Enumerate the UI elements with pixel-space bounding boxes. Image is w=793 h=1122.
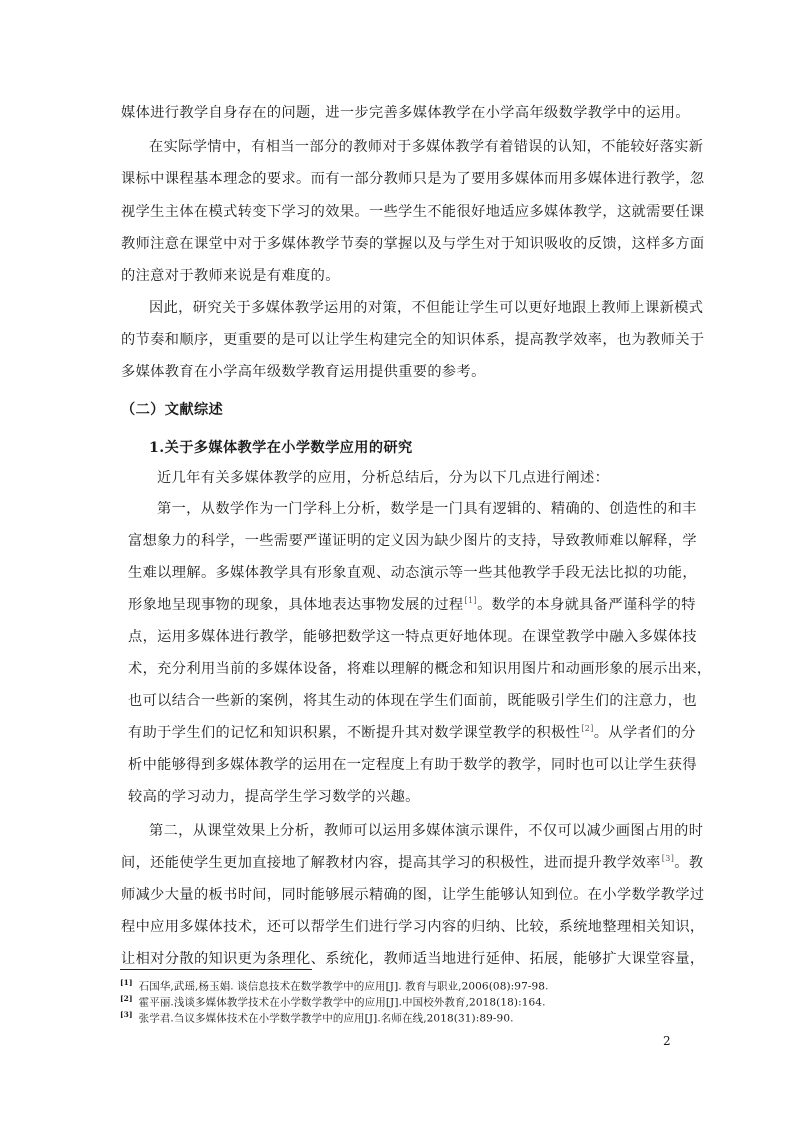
- text-line: [128, 594, 696, 614]
- footnote-mark: [2]: [120, 994, 133, 1003]
- text-line: 富想象力的科学，一些需要严谨证明的定义因为缺少图片的支持，导致教师难以解释，学: [128, 533, 697, 549]
- text-line: 视学生主体在模式转变下学习的效果。一些学生不能很好地适应多媒体教学，这就需要任课: [121, 204, 705, 220]
- text-line: 师减少大量的板书时间，同时能够展示精确的图，让学生能够认知到位。在小学数学教学过: [121, 887, 705, 903]
- text-line: 的节奏和顺序，更重要的是可以让学生构建完全的知识体系，提高教学效率，也为教师关于: [121, 332, 705, 348]
- text-segment: 。教: [674, 855, 704, 871]
- text-line: 点，运用多媒体进行教学，能够把数学这一特点更好地体现。在课堂教学中融入多媒体技: [128, 629, 697, 645]
- text-segment: 有助于学生们的记忆和知识积累，不断提升其对数学课堂教学的积极性: [128, 725, 581, 741]
- text-line: 多媒体教育在小学高年级数学教育运用提供重要的参考。: [121, 364, 486, 380]
- citation-3[interactable]: [3]: [661, 854, 675, 864]
- text-line: 生难以理解。多媒体教学具有形象直观、动态演示等一些其他教学手段无法比拟的功能，: [128, 565, 697, 581]
- text-line: [121, 852, 703, 872]
- text-line: 析中能够得到多媒体教学的运用在一定程度上有助于数学的教学，同时也可以让学生获得: [128, 757, 697, 773]
- footnote-mark: [3]: [120, 1010, 133, 1019]
- footnote-text: 张学君.刍议多媒体技术在小学数学教学中的应用[J].名师在线,2018(31):89-90.: [138, 1012, 514, 1025]
- footnote-1: [120, 978, 549, 994]
- subsection-heading-text: 1.关于多媒体教学在小学数学应用的研究: [149, 440, 413, 456]
- footnote-text: 霍平丽.浅谈多媒体教学技术在小学数学教学中的应用[J].中国校外教育,2018(18):164.: [138, 996, 546, 1009]
- text-line: 因此，研究关于多媒体教学运用的对策，不但能让学生可以更好地跟上教师上课新模式: [149, 300, 704, 316]
- text-line: 近几年有关多媒体教学的应用，分析总结后，分为以下几点进行阐述：: [157, 470, 610, 486]
- footnote-mark: [1]: [120, 978, 133, 987]
- text-line: 媒体进行教学自身存在的问题，进一步完善多媒体教学在小学高年级数学教学中的运用。: [121, 105, 690, 121]
- page-number: 2: [663, 1034, 671, 1048]
- text-line: 程中应用多媒体技术，还可以帮学生们进行学习内容的归纳、比较，系统地整理相关知识，: [121, 919, 705, 935]
- citation-2[interactable]: [2]: [581, 724, 594, 734]
- text-line: 也可以结合一些新的案例，将其生动的体现在学生们面前，既能吸引学生们的注意力，也: [128, 693, 697, 709]
- text-line: 教师注意在课堂中对于多媒体教学节奏的掌握以及与学生对于知识吸收的反馈，这样多方面: [121, 236, 705, 252]
- text-line: 让相对分散的知识更为条理化、系统化，教师适当地进行延伸、拓展，能够扩大课堂容量，: [121, 951, 705, 967]
- section-heading-text: （二）文献综述: [121, 402, 224, 418]
- text-line: 较高的学习动力，提高学生学习数学的兴趣。: [128, 789, 420, 805]
- footnote-3: [120, 1010, 514, 1026]
- footnote-text: 石国华,武瑶,杨玉娟. 谈信息技术在数学教学中的应用[J]. 教育与职业,2006(08):97-98.: [138, 980, 549, 993]
- text-segment: 。数学的本身就具备严谨科学的特: [477, 597, 696, 613]
- text-line: 的注意对于教师来说是有难度的。: [121, 268, 340, 284]
- text-segment: 。从学者们的分: [593, 725, 696, 741]
- text-segment: 间，还能使学生更加直接地了解教材内容，提高其学习的积极性，进而提升教学效率: [121, 855, 661, 871]
- text-line: 在实际学情中，有相当一部分的教师对于多媒体教学有着错误的认知，不能较好落实新: [149, 139, 704, 155]
- citation-1[interactable]: [1]: [464, 596, 478, 606]
- text-line: 术，充分利用当前的多媒体设备，将难以理解的概念和知识用图片和动画形象的展示出来，: [128, 661, 712, 677]
- text-line: 第二，从课堂效果上分析，教师可以运用多媒体演示课件，不仅可以减少画图占用的时: [149, 823, 704, 839]
- footnote-2: [120, 994, 546, 1010]
- text-segment: 形象地呈现事物的现象，具体地表达事物发展的过程: [128, 597, 464, 613]
- text-line: 课标中课程基本理念的要求。而有一部分教师只是为了要用多媒体而用多媒体进行教学，忽: [121, 171, 705, 187]
- text-line: [128, 722, 696, 742]
- text-line: 第一，从数学作为一门学科上分析，数学是一门具有逻辑的、精确的、创造性的和丰: [157, 501, 697, 517]
- footnote-separator: [120, 969, 312, 970]
